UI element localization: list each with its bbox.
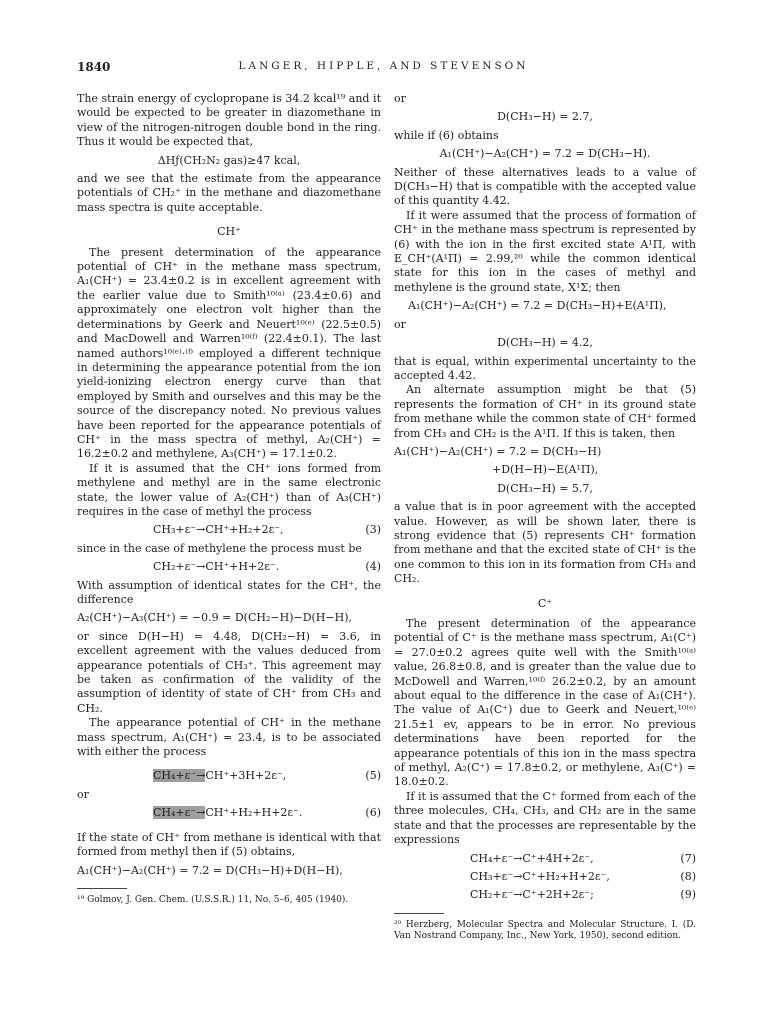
paragraph: Neither of these alternatives leads to a value of D(CH₃−H) that is compatible with the accepted value of this quantity 4.42. — [394, 165, 696, 208]
section-heading-c-plus: C⁺ — [537, 596, 553, 610]
equation: D(CH₃−H) = 2.7, — [497, 110, 593, 124]
equation-body: CH₃+ε⁻→C⁺+H₂+H+2ε⁻, — [470, 869, 610, 883]
paragraph: If the state of CH⁺ from methane is identical with that formed from methyl then if (5) obtains, — [77, 830, 381, 859]
equation-number: (9) — [680, 888, 696, 902]
running-title: LANGER, HIPPLE, AND STEVENSON — [238, 60, 529, 72]
equation-number: (3) — [365, 523, 381, 537]
paragraph: that is equal, within experimental uncertainty to the accepted 4.42. — [394, 354, 696, 382]
equation-number: (6) — [365, 806, 381, 820]
equation: A₁(CH⁺)−A₂(CH⁺) = 7.2 = D(CH₃−H)+E(A¹Π), — [408, 299, 667, 313]
paragraph: If it were assumed that the process of formation of CH⁺ in the methane mass spectrum is represented by (6) with the ion in the first excited state A¹Π, with E_CH⁺(A¹Π) = 2.99,²⁰ while the common identical state for this ion in the cases of methyl and methylene is the ground state, X¹Σ; then — [394, 208, 696, 294]
page-header — [77, 60, 690, 76]
highlighted-text: CH₄+ε⁻→ — [153, 769, 206, 783]
equation: A₁(CH⁺)−A₂(CH⁺) = 7.2 = D(CH₃−H) — [394, 444, 602, 458]
paragraph: The present determination of the appearance potential of CH⁺ in the methane mass spectrum, A₁(CH⁺) = 23.4±0.2 is in excellent agreement with the earlier value due to Smith¹⁰⁽ᵃ⁾ (23.4±0.6) and approximately one electron volt higher than the determinations by Geerk and Neuert¹⁰⁽ᵉ⁾ (22.5±0.5) and MacDowell and Warren¹⁰⁽ᶠ⁾ (22.4±0.1). The last named authors¹⁰⁽ᵉ⁾·⁽ᶠ⁾ employed a different technique in determining the appearance potential from the ion yield-ionizing electron energy curve than that employed by Smith and ourselves and this may be the source of the discrepancy noted. No previous values have been reported for the appearance potentials of CH⁺ in the mass spectra of methyl, A₂(CH⁺) = 16.2±0.2 and methylene, A₃(CH⁺) = 17.1±0.2. — [77, 245, 381, 461]
equation-body: CH₂+ε⁻→CH⁺+H+2ε⁻. — [153, 560, 280, 574]
footnote-20: ²⁰ Herzberg, Molecular Spectra and Molecular Structure. I. (D. Van Nostrand Company, Inc., New York, 1950), second edition. — [394, 919, 696, 942]
equation-4 — [77, 560, 381, 574]
equation-5 — [77, 769, 381, 783]
equation-7 — [394, 852, 696, 866]
left-column — [77, 92, 381, 906]
equation: A₁(CH⁺)−A₂(CH⁺) = 7.2 = D(CH₃−H)+D(H−H), — [77, 863, 343, 877]
page-number: 1840 — [77, 60, 111, 74]
paragraph: since in the case of methylene the process must be — [77, 541, 362, 555]
equation-number: (5) — [365, 769, 381, 783]
conjunction-or: or — [77, 787, 89, 801]
equation: D(CH₃−H) = 5.7, — [497, 481, 593, 495]
conjunction-or: or — [394, 92, 406, 105]
equation-number: (7) — [680, 851, 696, 865]
equation-body: CH₄+ε⁻→C⁺+4H+2ε⁻, — [470, 851, 594, 865]
equation-9 — [394, 888, 696, 902]
conjunction-or: or — [394, 317, 406, 331]
footnote-rule — [77, 888, 127, 889]
paragraph: With assumption of identical states for the CH⁺, the difference — [77, 578, 381, 606]
equation-body: CH₄+ε⁻→CH⁺+H₂+H+2ε⁻. — [153, 806, 303, 820]
paragraph: If it is assumed that the CH⁺ ions formed from methylene and methyl are in the same electronic state, the lower value of A₂(CH⁺) than of A₃(CH⁺) requires in the case of methyl the process — [77, 461, 381, 518]
paragraph: The appearance potential of CH⁺ in the methane mass spectrum, A₁(CH⁺) = 23.4, is to be associated with either the process — [77, 716, 381, 759]
equation-body: CH₂+ε⁻→C⁺+2H+2ε⁻; — [470, 888, 594, 902]
paragraph: An alternate assumption might be that (5) represents the formation of CH⁺ in its ground state from methane while the common state of CH⁺ formed from CH₃ and CH₂ is the A¹Π. If this is taken, then — [394, 383, 696, 440]
paragraph: or since D(H−H) = 4.48, D(CH₂−H) = 3.6, in excellent agreement with the values deduced from appearance potentials of CH₃⁺. This agreement may be taken as confirmation of the validity of the assumption of identity of state of CH⁺ from CH₃ and CH₂. — [77, 629, 381, 715]
paragraph: and we see that the estimate from the appearance potentials of CH₂⁺ in the methane and diazomethane mass spectra is quite acceptable. — [77, 172, 381, 214]
equation-body: CH₄+ε⁻→CH⁺+3H+2ε⁻, — [153, 769, 287, 783]
equation-body: CH₃+ε⁻→CH⁺+H₂+2ε⁻, — [153, 523, 284, 537]
equation-6 — [77, 806, 381, 820]
right-column — [394, 92, 696, 943]
equation: A₂(CH⁺)−A₃(CH⁺) = −0.9 = D(CH₂−H)−D(H−H), — [77, 611, 352, 625]
equation: A₁(CH⁺)−A₂(CH⁺) = 7.2 = D(CH₃−H). — [439, 147, 651, 161]
equation-3 — [77, 523, 381, 537]
equation-number: (4) — [365, 560, 381, 574]
paragraph: The present determination of the appearance potential of C⁺ is the methane mass spectrum, A₁(C⁺) = 27.0±0.2 agrees quite well with the Smith¹⁰⁽ᵃ⁾ value, 26.8±0.8, and is greater than the value due to McDowell and Warren,¹⁰⁽ᶠ⁾ 26.2±0.2, by an amount about equal to the difference in the case of A₁(CH⁺). The value of A₁(C⁺) due to Geerk and Neuert,¹⁰⁽ᵉ⁾ 21.5±1 ev, appears to be in error. No previous determinations have been reported for the appearance potentials of this ion in the mass spectra of methyl, A₂(C⁺) = 17.8±0.2, or methylene, A₃(C⁺) = 18.0±0.2. — [394, 617, 696, 789]
equation-8 — [394, 870, 696, 884]
equation-number: (8) — [680, 869, 696, 883]
equation: ΔHƒ(CH₂N₂ gas)≥47 kcal, — [157, 153, 301, 167]
footnote-rule — [394, 913, 444, 914]
highlighted-text: CH₄+ε⁻→ — [153, 806, 206, 820]
equation-continued: +D(H−H)−E(A¹Π), — [492, 463, 599, 477]
footnote-19: ¹⁹ Golmov, J. Gen. Chem. (U.S.S.R.) 11, No. 5–6, 405 (1940). — [77, 894, 349, 905]
paragraph: If it is assumed that the C⁺ formed from each of the three molecules, CH₄, CH₃, and CH₂ are in the same state and that the processes are representable by the expressions — [394, 789, 696, 847]
section-heading-ch-plus: CH⁺ — [217, 225, 241, 239]
paragraph: The strain energy of cyclopropane is 34.2 kcal¹⁹ and it would be expected to be greater in diazomethane in view of the nitrogen-nitrogen double bond in the ring. Thus it would be expected that, — [77, 92, 381, 149]
paragraph: a value that is in poor agreement with the accepted value. However, as will be shown later, there is strong evidence that (5) represents CH⁺ formation from methane and that the excited state of CH⁺ is the one common to this ion in its formation from CH₃ and CH₂. — [394, 500, 696, 586]
equation: D(CH₃−H) = 4.2, — [497, 336, 593, 350]
paragraph: while if (6) obtains — [394, 128, 499, 142]
